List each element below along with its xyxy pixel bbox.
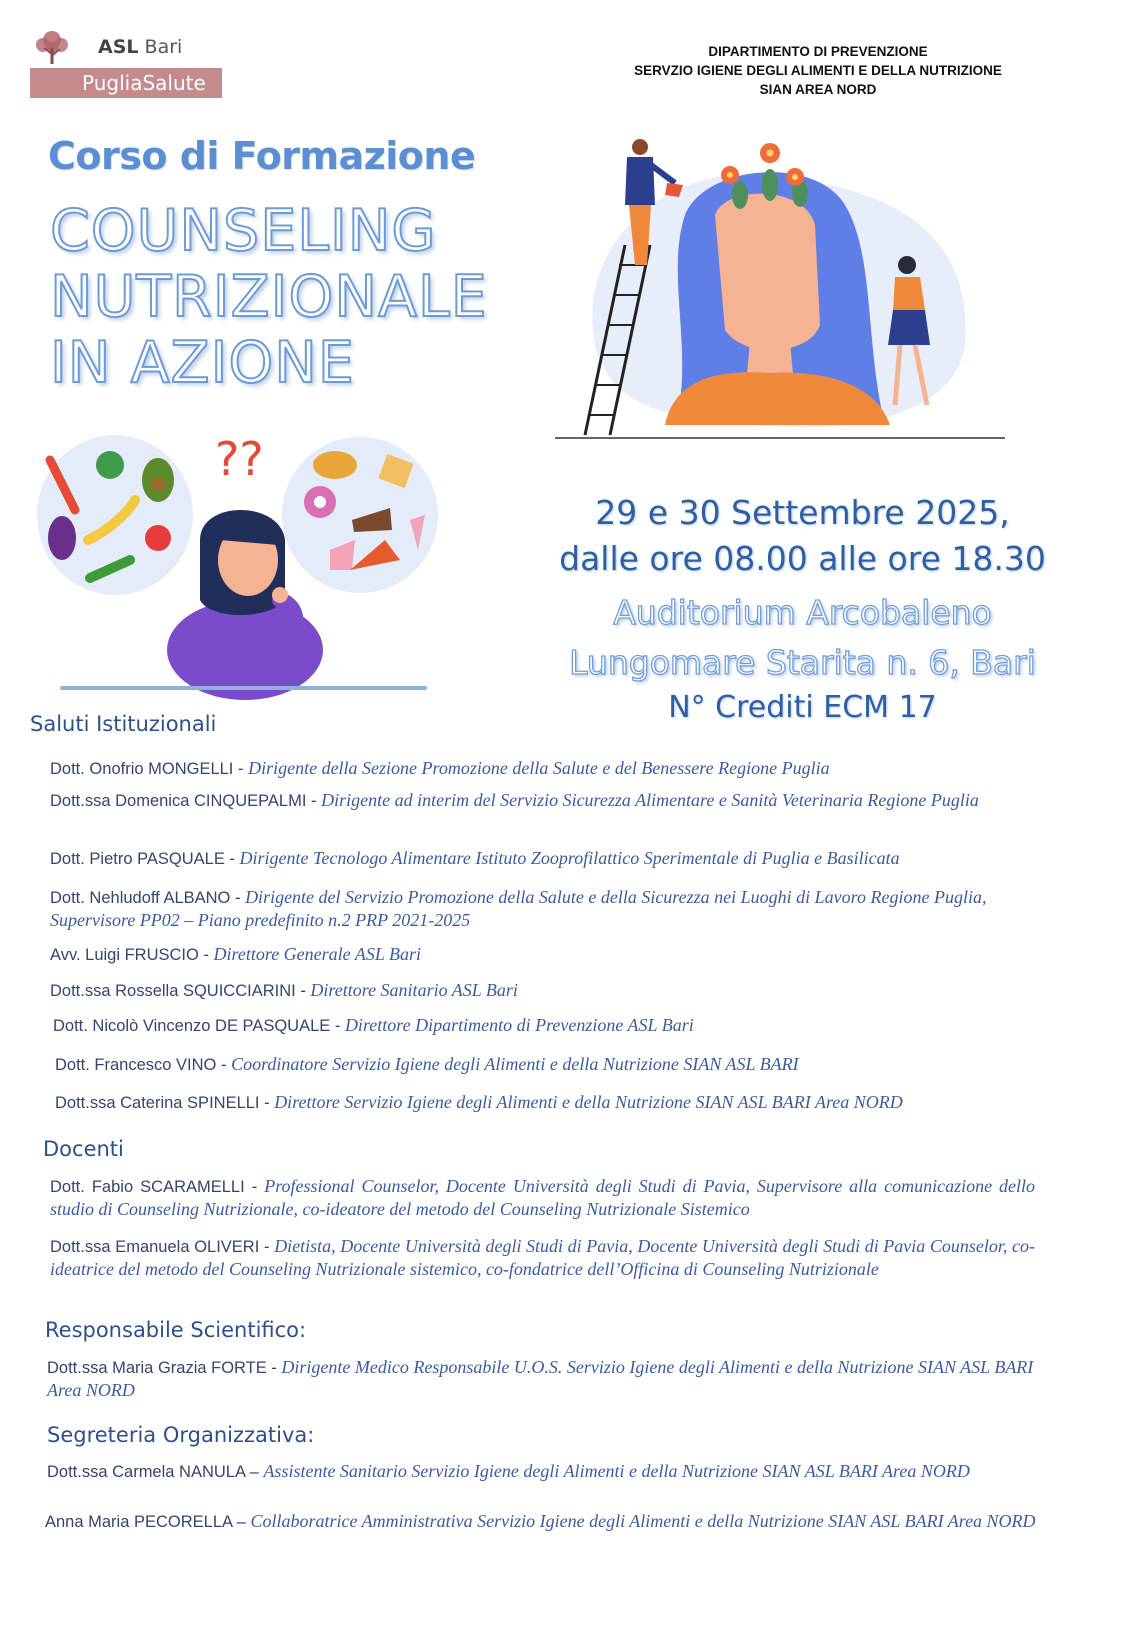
person-name: Dott.ssa Caterina SPINELLI [55, 1094, 260, 1112]
thinking-woman-food-illustration [30, 420, 440, 695]
course-title-line-3: IN AZIONE [50, 330, 355, 396]
saluti-entry: Avv. Luigi FRUSCIO - Direttore Generale ASL Bari [50, 944, 422, 964]
person-role: Direttore Generale ASL Bari [213, 944, 422, 964]
department-header [603, 42, 1033, 99]
person-name: Dott. Pietro PASQUALE [50, 850, 225, 868]
person-name: Dott.ssa Emanuela OLIVERI [50, 1238, 260, 1256]
docente-entry: Dott. Fabio SCARAMELLI - Professional Counselor, Docente Università degli Studi di Pavia, Supervisore alla comunicazione dello studio di Counseling Nutrizionale, co-ideatore del metodo del Counseling Nutrizionale Sistemico [50, 1176, 1035, 1219]
person-role: Coordinatore Servizio Igiene degli Alimenti e della Nutrizione SIAN ASL BARI [231, 1054, 799, 1074]
course-subtitle: Corso di Formazione [48, 134, 476, 178]
department-line-2: SERVZIO IGIENE DEGLI ALIMENTI E DELLA NUTRIZIONE [634, 63, 1002, 78]
person-role: Dirigente ad interim del Servizio Sicurezza Alimentare e Sanità Veterinaria Regione Puglia [321, 790, 979, 810]
person-role: Direttore Sanitario ASL Bari [310, 980, 518, 1000]
person-role: Direttore Servizio Igiene degli Alimenti e della Nutrizione SIAN ASL BARI Area NORD [274, 1092, 903, 1112]
person-name: Dott. Nicolò Vincenzo DE PASQUALE [53, 1017, 331, 1035]
saluti-entry: Dott. Francesco VINO - Coordinatore Servizio Igiene degli Alimenti e della Nutrizione SIAN ASL BARI [55, 1054, 799, 1074]
segreteria-entry: Anna Maria PECORELLA – Collaboratrice Amministrativa Servizio Igiene degli Alimenti e della Nutrizione SIAN ASL BARI Area NORD [45, 1511, 1036, 1531]
question-marks: ?? [215, 432, 264, 486]
person-name: Dott. Francesco VINO [55, 1056, 217, 1074]
puglia-salute-brand: PugliaSalute [30, 68, 222, 98]
saluti-entry: Dott.ssa Rossella SQUICCIARINI - Direttore Sanitario ASL Bari [50, 980, 518, 1000]
person-name: Dott. Onofrio MONGELLI [50, 760, 234, 778]
event-hours: dalle ore 08.00 alle ore 18.30 [559, 539, 1046, 578]
saluti-section-title: Saluti Istituzionali [30, 712, 217, 736]
person-name: Dott. Nehludoff ALBANO [50, 889, 231, 907]
segreteria-entry: Dott.ssa Carmela NANULA – Assistente Sanitario Servizio Igiene degli Alimenti e della Nutrizione SIAN ASL BARI Area NORD [47, 1461, 970, 1481]
person-name: Dott.ssa Rossella SQUICCIARINI [50, 982, 296, 1000]
responsabile-entry: Dott.ssa Maria Grazia FORTE - Dirigente Medico Responsabile U.O.S. Servizio Igiene degli Alimenti e della Nutrizione SIAN ASL BARI Area NORD [47, 1357, 1034, 1400]
person-role: Dietista, Docente Università degli Studi di Pavia, Docente Università degli Studi di Pavia Counselor, co-ideatrice del metodo del Counseling Nutrizionale sistemico, co-fondatrice dell’Officina di Counseling Nutrizionale [50, 1236, 1035, 1279]
person-role: Dirigente della Sezione Promozione della Salute e del Benessere Regione Puglia [248, 758, 830, 778]
event-date: 29 e 30 Settembre 2025, [595, 493, 1010, 532]
person-role: Collaboratrice Amministrativa Servizio Igiene degli Alimenti e della Nutrizione SIAN ASL BARI Area NORD [250, 1511, 1036, 1531]
person-role: Dirigente del Servizio Promozione della Salute e della Sicurezza nei Luoghi di Lavoro Regione Puglia, Supervisore PP02 – Piano predefinito n.2 PRP 2021-2025 [50, 887, 987, 930]
saluti-entry: Dott. Onofrio MONGELLI - Dirigente della Sezione Promozione della Salute e del Benessere Regione Puglia [50, 758, 830, 778]
docente-entry: Dott.ssa Emanuela OLIVERI - Dietista, Docente Università degli Studi di Pavia, Docente Università degli Studi di Pavia Counselor, co-ideatrice del metodo del Counseling Nutrizionale sistemico, co-fondatrice dell’Officina di Counseling Nutrizionale [50, 1236, 1035, 1279]
department-line-3: SIAN AREA NORD [759, 82, 877, 97]
event-date-block [540, 490, 1065, 582]
asl-bari-logo-text: ASL Bari [98, 36, 183, 58]
event-venue-block [540, 588, 1065, 688]
department-line-1: DIPARTIMENTO DI PREVENZIONE [708, 44, 928, 59]
person-role: Direttore Dipartimento di Prevenzione ASL Bari [344, 1015, 694, 1035]
event-venue: Auditorium Arcobaleno [613, 593, 992, 632]
saluti-entry: Dott.ssa Domenica CINQUEPALMI - Dirigente ad interim del Servizio Sicurezza Alimentare e Sanità Veterinaria Regione Puglia [50, 790, 979, 810]
segreteria-section-title: Segreteria Organizzativa: [47, 1423, 315, 1447]
event-address: Lungomare Starita n. 6, Bari [569, 643, 1036, 682]
person-name: Dott. Fabio SCARAMELLI [50, 1178, 245, 1196]
person-role: Professional Counselor, Docente Università degli Studi di Pavia, Supervisore alla comunicazione dello studio di Counseling Nutrizionale, co-ideatore del metodo del Counseling Nutrizionale Sistemico [50, 1176, 1035, 1219]
person-role: Assistente Sanitario Servizio Igiene degli Alimenti e della Nutrizione SIAN ASL BARI Area NORD [263, 1461, 970, 1481]
person-name: Anna Maria PECORELLA [45, 1513, 233, 1531]
person-role: Dirigente Tecnologo Alimentare Istituto Zooprofilattico Sperimentale di Puglia e Basilicata [239, 848, 900, 868]
person-name: Dott.ssa Maria Grazia FORTE [47, 1359, 267, 1377]
person-name: Avv. Luigi FRUSCIO [50, 946, 199, 964]
asl-tree-logo-icon [30, 28, 74, 68]
responsabile-section-title: Responsabile Scientifico: [45, 1318, 307, 1342]
saluti-entry: Dott. Pietro PASQUALE - Dirigente Tecnologo Alimentare Istituto Zooprofilattico Sperimentale di Puglia e Basilicata [50, 848, 900, 868]
ecm-credits: N° Crediti ECM 17 [668, 690, 937, 725]
saluti-entry: Dott. Nicolò Vincenzo DE PASQUALE - Direttore Dipartimento di Prevenzione ASL Bari [53, 1015, 694, 1035]
head-garden-illustration [555, 125, 1005, 445]
course-title-line-1: COUNSELING [50, 198, 437, 264]
docenti-section-title: Docenti [43, 1137, 124, 1161]
saluti-entry: Dott.ssa Caterina SPINELLI - Direttore Servizio Igiene degli Alimenti e della Nutrizione SIAN ASL BARI Area NORD [55, 1092, 903, 1112]
person-role: Dirigente Medico Responsabile U.O.S. Servizio Igiene degli Alimenti e della Nutrizione SIAN ASL BARI Area NORD [47, 1357, 1034, 1400]
person-name: Dott.ssa Carmela NANULA [47, 1463, 246, 1481]
course-title-line-2: NUTRIZIONALE [50, 264, 488, 330]
person-name: Dott.ssa Domenica CINQUEPALMI [50, 792, 307, 810]
saluti-entry: Dott. Nehludoff ALBANO - Dirigente del Servizio Promozione della Salute e della Sicurezza nei Luoghi di Lavoro Regione Puglia, Supervisore PP02 – Piano predefinito n.2 PRP 2021-2025 [50, 887, 987, 930]
